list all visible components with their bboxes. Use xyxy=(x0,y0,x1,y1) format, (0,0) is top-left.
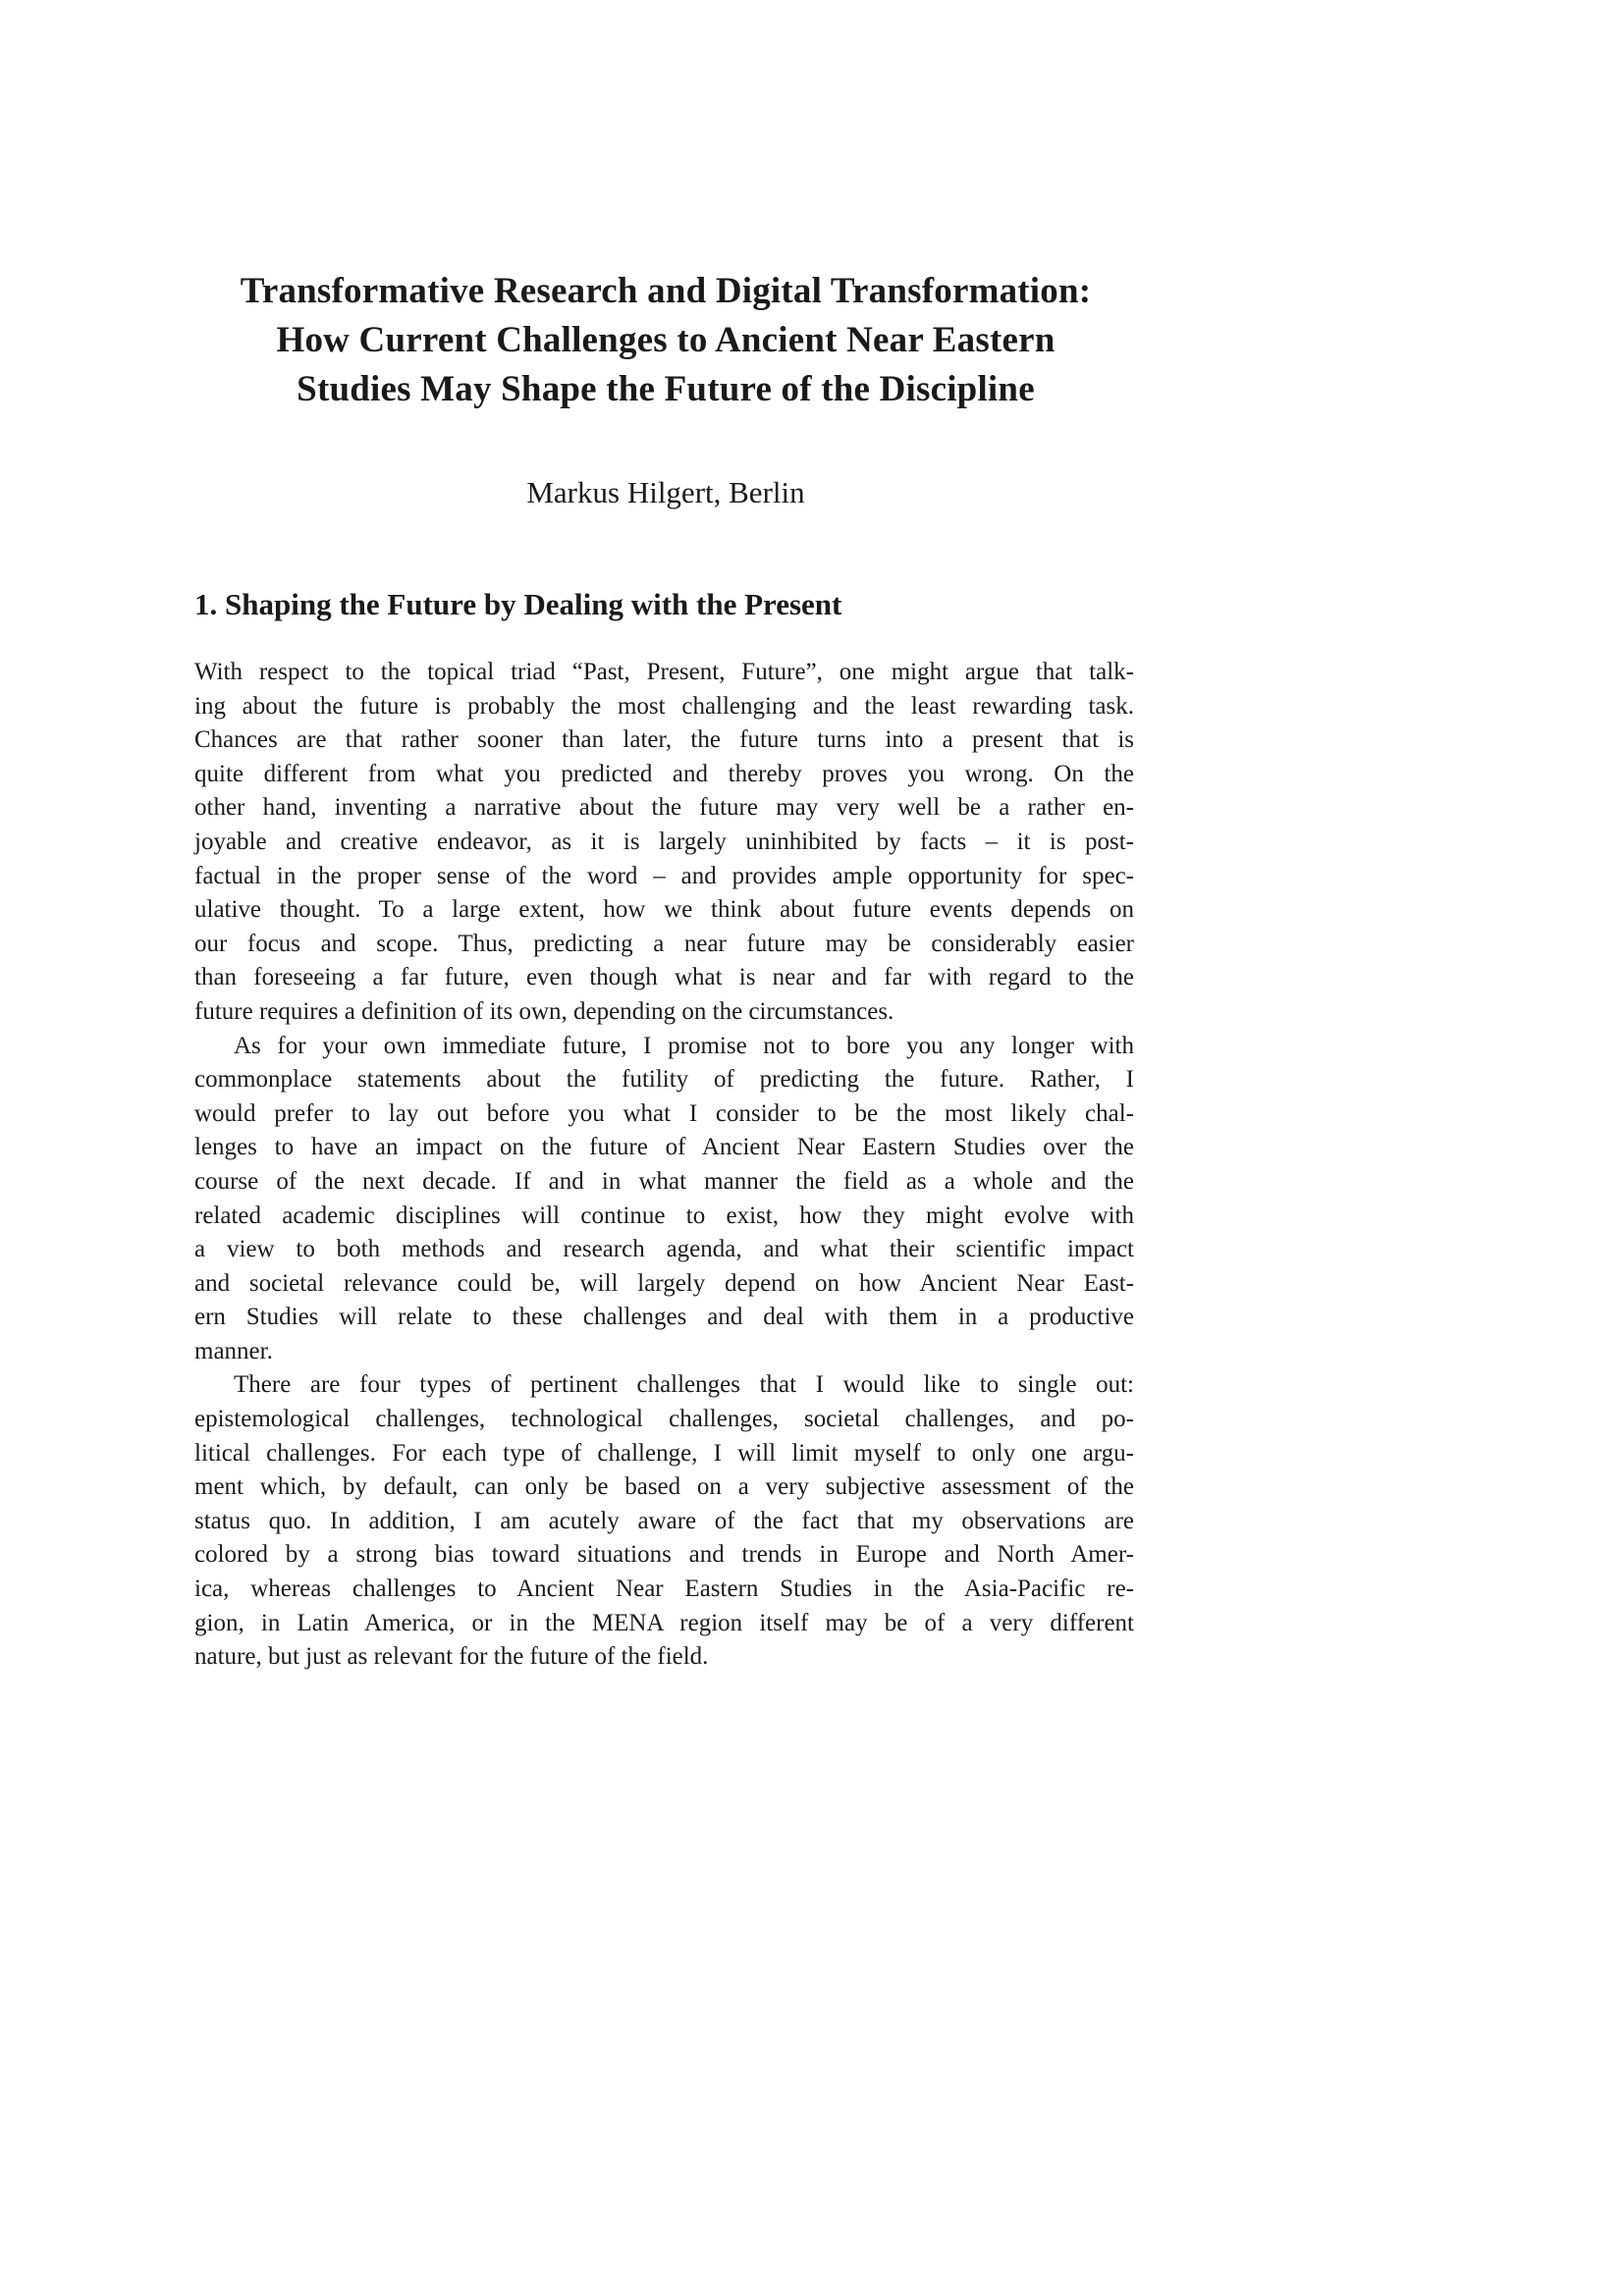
text-line: epistemological challenges, technological challenges, societal challenges, and po- xyxy=(194,1406,1134,1433)
text-line: other hand, inventing a narrative about the future may very well be a rather en- xyxy=(194,794,1134,822)
text-line: course of the next decade. If and in what manner the field as a whole and the xyxy=(194,1167,1134,1195)
text-line: ica, whereas challenges to Ancient Near Eastern Studies in the Asia-Pacific re- xyxy=(194,1575,1134,1603)
author-byline: Markus Hilgert, Berlin xyxy=(526,475,805,509)
text-line: a view to both methods and research agenda, and what their scientific impact xyxy=(194,1236,1134,1263)
text-line: lenges to have an impact on the future of Ancient Near Eastern Studies over the xyxy=(194,1134,1134,1161)
text-line: ulative thought. To a large extent, how we think about future events depends on xyxy=(194,896,1134,924)
body-text xyxy=(194,656,1134,1675)
text-line: ing about the future is probably the most challenging and the least rewarding task. xyxy=(194,692,1134,720)
text-line: quite different from what you predicted and thereby proves you wrong. On the xyxy=(194,760,1134,787)
text-line: our focus and scope. Thus, predicting a near future may be considerably easier xyxy=(194,930,1134,957)
text-line: than foreseeing a far future, even though what is near and far with regard to the xyxy=(194,964,1134,991)
text-line: litical challenges. For each type of challenge, I will limit myself to only one argu- xyxy=(194,1439,1134,1467)
text-line: status quo. In addition, I am acutely aware of the fact that my observations are xyxy=(194,1507,1134,1534)
text-line: manner. xyxy=(194,1337,273,1364)
paper-title xyxy=(194,267,1137,414)
text-line: commonplace statements about the futility of predicting the future. Rather, I xyxy=(194,1066,1134,1094)
text-line: Chances are that rather sooner than later, the future turns into a present that is xyxy=(194,726,1134,754)
paragraph xyxy=(194,1030,1134,1369)
text-line: As for your own immediate future, I promise not to bore you any longer with xyxy=(234,1032,1134,1059)
text-line: With respect to the topical triad “Past, Present, Future”, one might argue that talk- xyxy=(194,659,1134,685)
title-line: Transformative Research and Digital Transformation: xyxy=(240,271,1092,311)
text-line: nature, but just as relevant for the future of the field. xyxy=(194,1643,709,1671)
text-line: ment which, by default, can only be based on a very subjective assessment of the xyxy=(194,1473,1134,1501)
text-line: ern Studies will relate to these challenges and deal with them in a productive xyxy=(194,1304,1134,1331)
text-line: joyable and creative endeavor, as it is largely uninhibited by facts – it is post- xyxy=(194,828,1134,855)
section-heading: 1. Shaping the Future by Dealing with the Present xyxy=(194,587,842,621)
title-line: How Current Challenges to Ancient Near Eastern xyxy=(276,320,1056,360)
text-line: gion, in Latin America, or in the MENA region itself may be of a very different xyxy=(194,1609,1134,1636)
text-line: future requires a definition of its own, depending on the circumstances. xyxy=(194,997,894,1025)
text-line: related academic disciplines will continue to exist, how they might evolve with xyxy=(194,1201,1134,1229)
paragraph xyxy=(194,1368,1134,1674)
paragraph xyxy=(194,656,1134,1030)
text-line: and societal relevance could be, will largely depend on how Ancient Near East- xyxy=(194,1269,1134,1297)
text-line: There are four types of pertinent challenges that I would like to single out: xyxy=(234,1371,1134,1399)
text-line: would prefer to lay out before you what I consider to be the most likely chal- xyxy=(194,1099,1134,1127)
text-line: factual in the proper sense of the word – and provides ample opportunity for spec- xyxy=(194,862,1134,889)
text-line: colored by a strong bias toward situations and trends in Europe and North Amer- xyxy=(194,1541,1134,1569)
title-line: Studies May Shape the Future of the Discipline xyxy=(297,369,1035,409)
